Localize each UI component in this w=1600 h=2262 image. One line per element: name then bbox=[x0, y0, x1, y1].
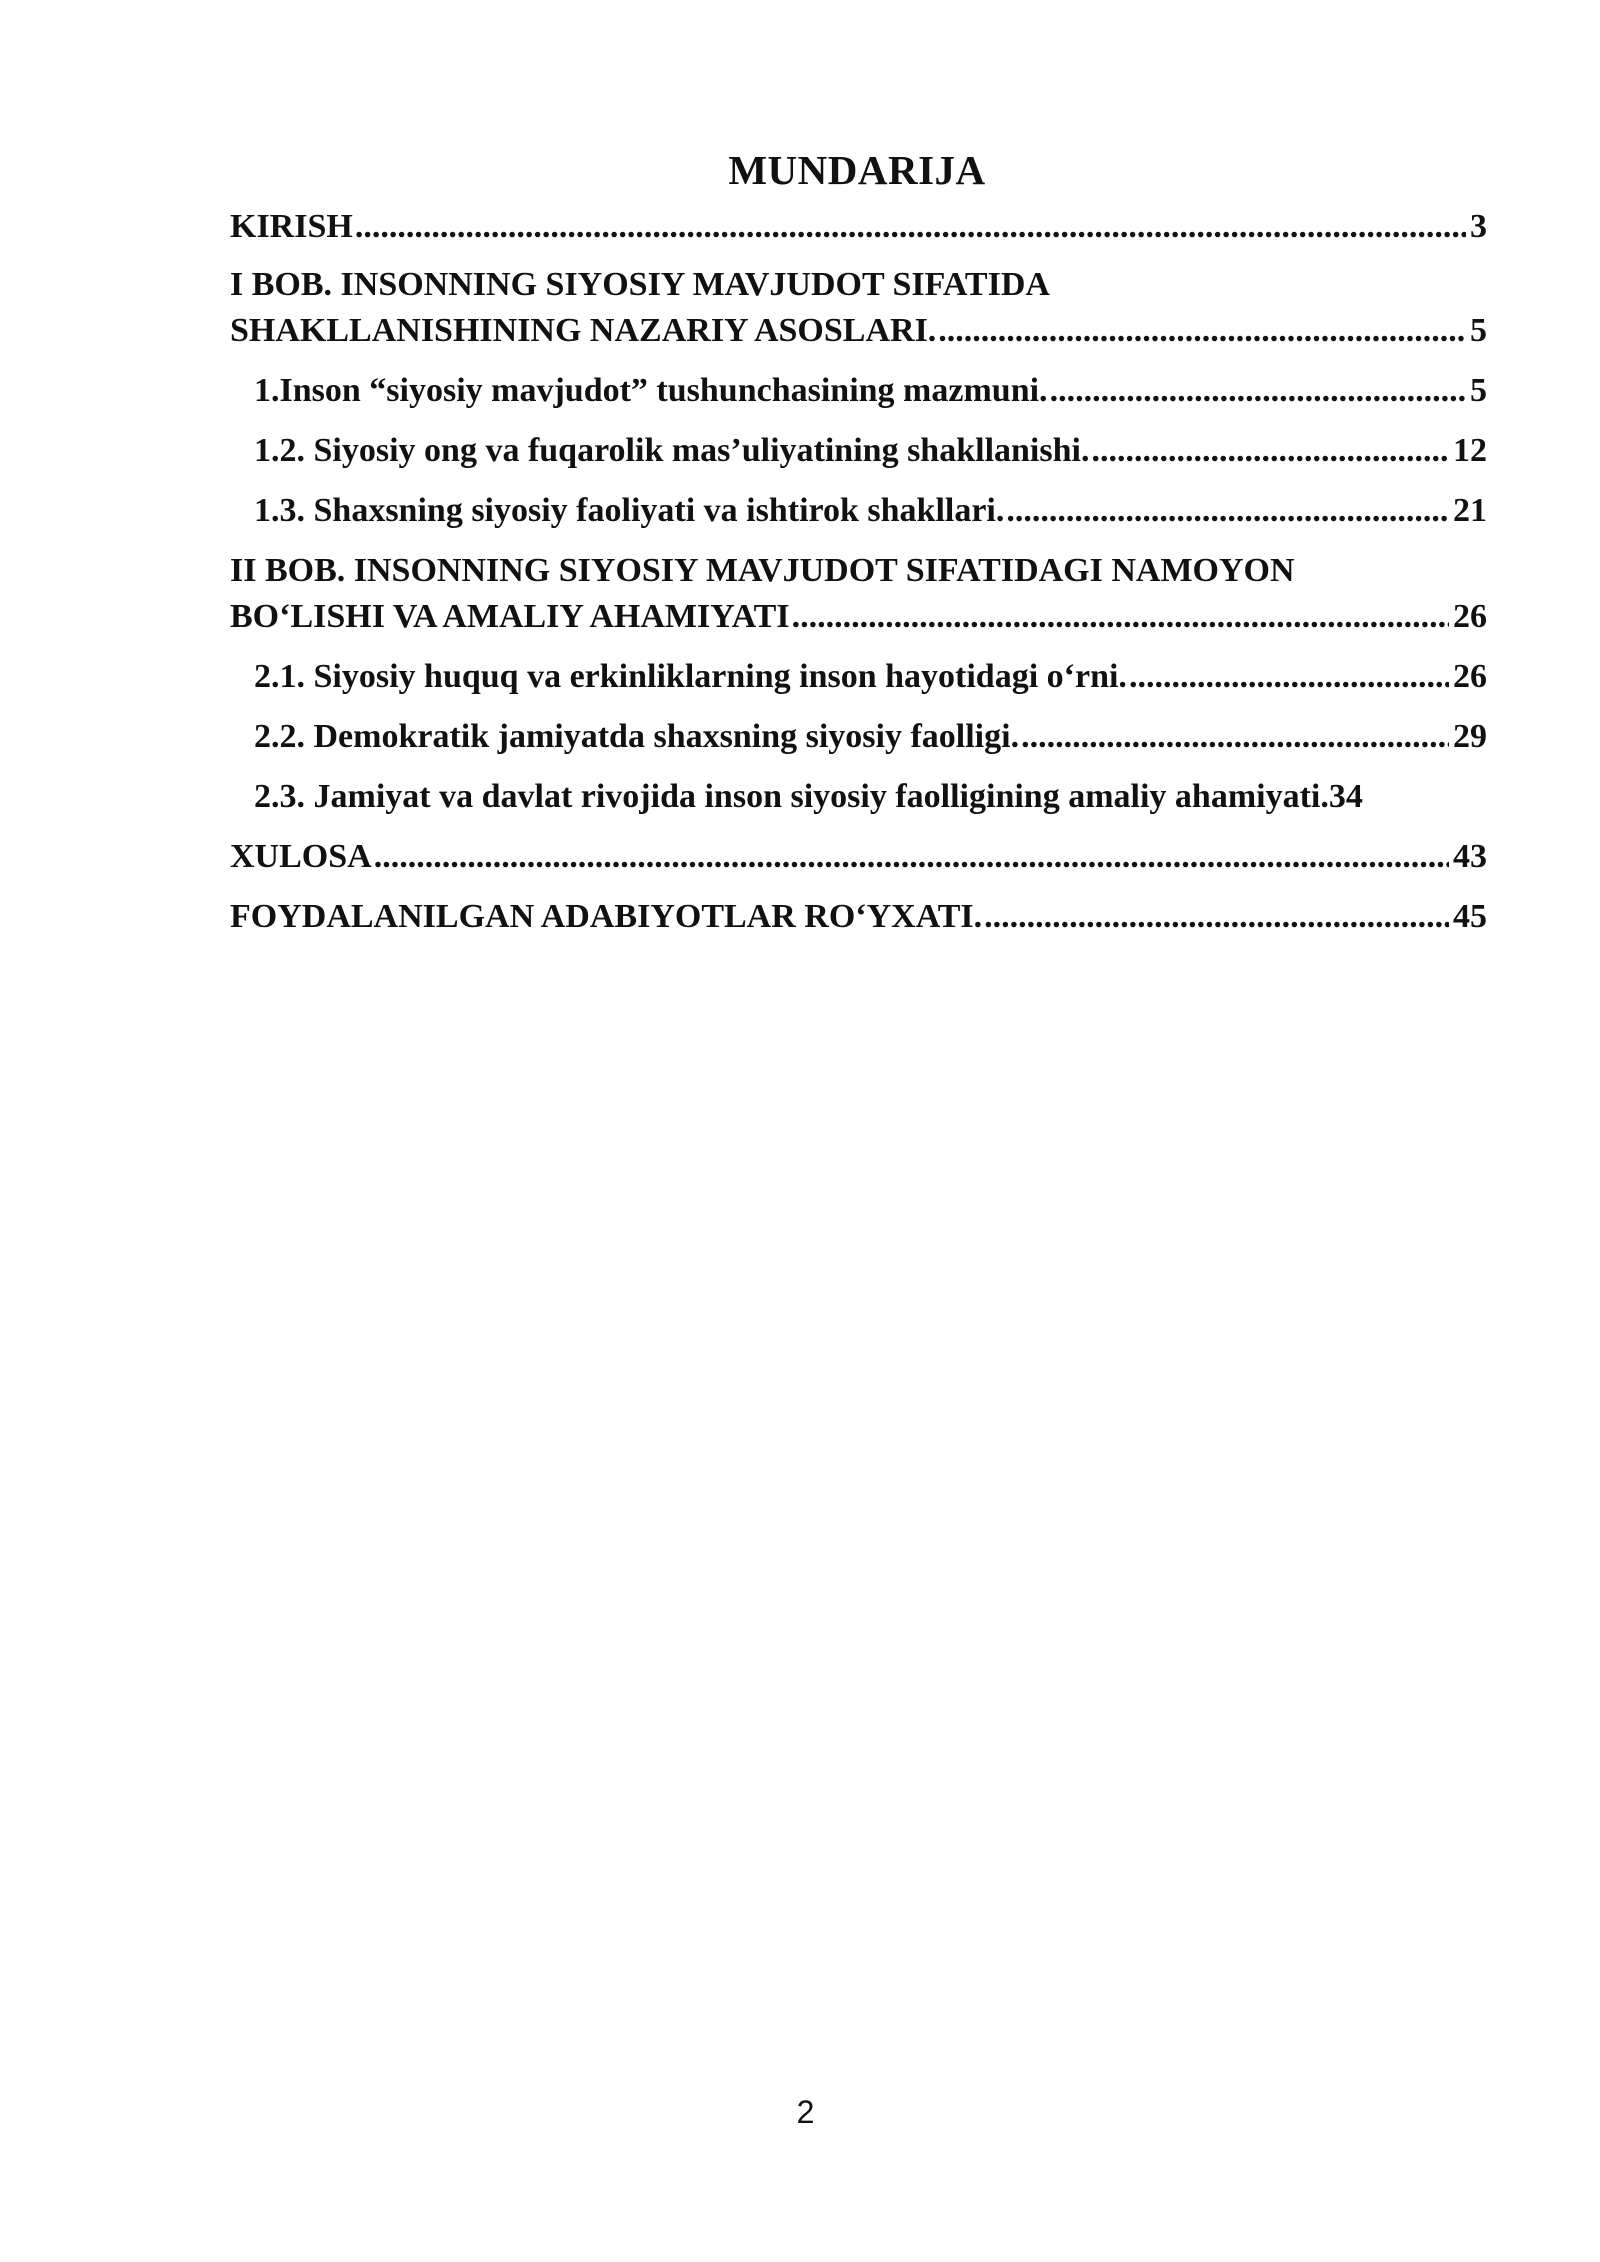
toc-entry-page: 26 bbox=[1453, 598, 1487, 635]
toc-entry-section-1-2[interactable] bbox=[230, 428, 1487, 474]
toc-entry-section-2-2[interactable] bbox=[230, 714, 1487, 760]
toc-entry-label: KIRISH bbox=[230, 208, 353, 245]
table-of-contents bbox=[230, 204, 1487, 940]
toc-entry-chapter-1[interactable] bbox=[230, 262, 1487, 354]
toc-entry-label: 2.2. Demokratik jamiyatda shaxsning siyosiy faolligi. bbox=[254, 718, 1020, 755]
toc-entry-page: 34 bbox=[1328, 778, 1363, 815]
toc-entry-page: 5 bbox=[1470, 312, 1487, 349]
toc-entry-label: BO‘LISHI VA AMALIY AHAMIYATI bbox=[230, 598, 790, 635]
toc-entry-label: 1.2. Siyosiy ong va fuqarolik mas’uliyatining shakllanishi. bbox=[254, 432, 1090, 469]
toc-entry-label: 1.Inson “siyosiy mavjudot” tushunchasining mazmuni. bbox=[254, 372, 1048, 409]
toc-entry-page: 3 bbox=[1470, 208, 1487, 245]
toc-entry-page: 21 bbox=[1453, 492, 1487, 529]
toc-entry-label: SHAKLLANISHINING NAZARIY ASOSLARI. bbox=[230, 312, 937, 349]
toc-entry-section-2-1[interactable] bbox=[230, 654, 1487, 700]
dot-leader bbox=[938, 308, 1466, 354]
toc-title: MUNDARIJA bbox=[728, 147, 986, 193]
toc-entry-section-1-3[interactable] bbox=[230, 488, 1487, 534]
dot-leader bbox=[1021, 714, 1449, 760]
dot-leader bbox=[374, 834, 1449, 880]
toc-entry-conclusion[interactable] bbox=[230, 834, 1487, 880]
toc-entry-page: 5 bbox=[1470, 372, 1487, 409]
toc-entry-page: 26 bbox=[1453, 658, 1487, 695]
toc-entry-introduction[interactable] bbox=[230, 204, 1487, 250]
toc-entry-heading-line: I BOB. INSONNING SIYOSIY MAVJUDOT SIFATIDA bbox=[230, 266, 1050, 303]
toc-entry-section-1-1[interactable] bbox=[230, 368, 1487, 414]
toc-entry-page: 29 bbox=[1453, 718, 1487, 755]
toc-entry-label: XULOSA bbox=[230, 838, 372, 875]
toc-entry-label: FOYDALANILGAN ADABIYOTLAR RO‘YXATI. bbox=[230, 898, 983, 935]
dot-leader bbox=[984, 894, 1449, 940]
toc-entry-chapter-2[interactable] bbox=[230, 548, 1487, 640]
toc-entry-references[interactable] bbox=[230, 894, 1487, 940]
toc-entry-section-2-3[interactable] bbox=[230, 774, 1487, 820]
dot-leader bbox=[1006, 488, 1449, 534]
dot-leader bbox=[355, 204, 1466, 250]
dot-leader bbox=[1050, 368, 1466, 414]
toc-entry-page: 43 bbox=[1453, 838, 1487, 875]
toc-entry-label: 2.3. Jamiyat va davlat rivojida inson siyosiy faolligining amaliy ahamiyati. bbox=[254, 778, 1329, 815]
dot-leader bbox=[1091, 428, 1449, 474]
toc-entry-page: 45 bbox=[1453, 898, 1487, 935]
page-number: 2 bbox=[796, 2094, 815, 2130]
dot-leader bbox=[1129, 654, 1449, 700]
toc-entry-page: 12 bbox=[1453, 432, 1487, 469]
toc-entry-heading-line: II BOB. INSONNING SIYOSIY MAVJUDOT SIFATIDAGI NAMOYON bbox=[230, 552, 1295, 589]
toc-entry-label: 2.1. Siyosiy huquq va erkinliklarning inson hayotidagi o‘rni. bbox=[254, 658, 1127, 695]
toc-entry-label: 1.3. Shaxsning siyosiy faoliyati va ishtirok shakllari. bbox=[254, 492, 1005, 529]
dot-leader bbox=[792, 594, 1449, 640]
